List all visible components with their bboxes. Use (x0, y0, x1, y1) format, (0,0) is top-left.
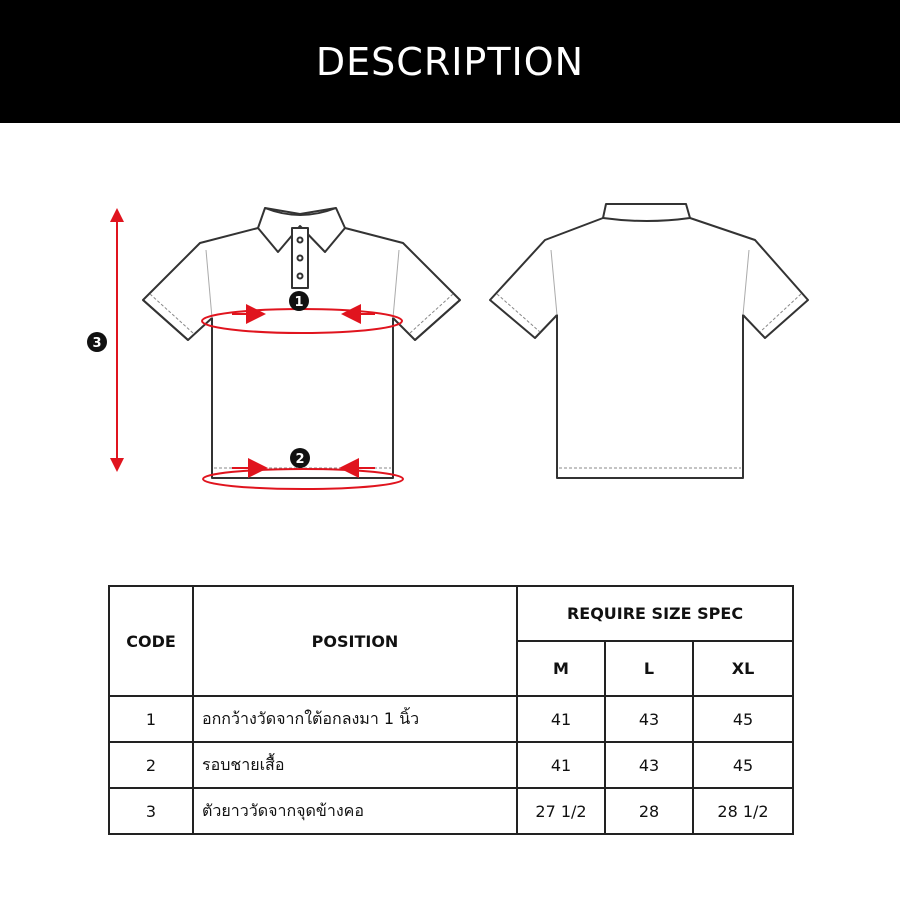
row-value-xl: 45 (693, 696, 793, 742)
row-value-m: 41 (517, 742, 605, 788)
header-code: CODE (109, 586, 193, 696)
header-require-size-spec: REQUIRE SIZE SPEC (517, 586, 793, 641)
size-spec-table (108, 585, 794, 835)
header-size-m: M (517, 641, 605, 696)
back-shirt-illustration (490, 204, 808, 478)
row-value-m: 27 1/2 (517, 788, 605, 834)
table-row (109, 742, 793, 788)
header-banner (0, 0, 900, 123)
row-value-m: 41 (517, 696, 605, 742)
row-position: ตัวยาววัดจากจุดข้างคอ (193, 788, 517, 834)
table-row (109, 788, 793, 834)
header-position: POSITION (193, 586, 517, 696)
length-measure-marker (87, 208, 124, 472)
row-position: รอบชายเสื้อ (193, 742, 517, 788)
row-code: 3 (109, 788, 193, 834)
marker-3-label: 3 (92, 336, 102, 351)
shirt-diagram (0, 123, 900, 543)
row-code: 1 (109, 696, 193, 742)
row-value-xl: 45 (693, 742, 793, 788)
row-value-l: 43 (605, 696, 693, 742)
row-position: อกกว้างวัดจากใต้อกลงมา 1 นิ้ว (193, 696, 517, 742)
table-row (109, 696, 793, 742)
page-title: DESCRIPTION (315, 39, 585, 84)
header-size-l: L (605, 641, 693, 696)
row-value-l: 43 (605, 742, 693, 788)
row-code: 2 (109, 742, 193, 788)
header-size-xl: XL (693, 641, 793, 696)
front-shirt-illustration (143, 208, 460, 478)
marker-2-label: 2 (295, 452, 305, 467)
row-value-xl: 28 1/2 (693, 788, 793, 834)
marker-1-label: 1 (294, 295, 304, 310)
row-value-l: 28 (605, 788, 693, 834)
